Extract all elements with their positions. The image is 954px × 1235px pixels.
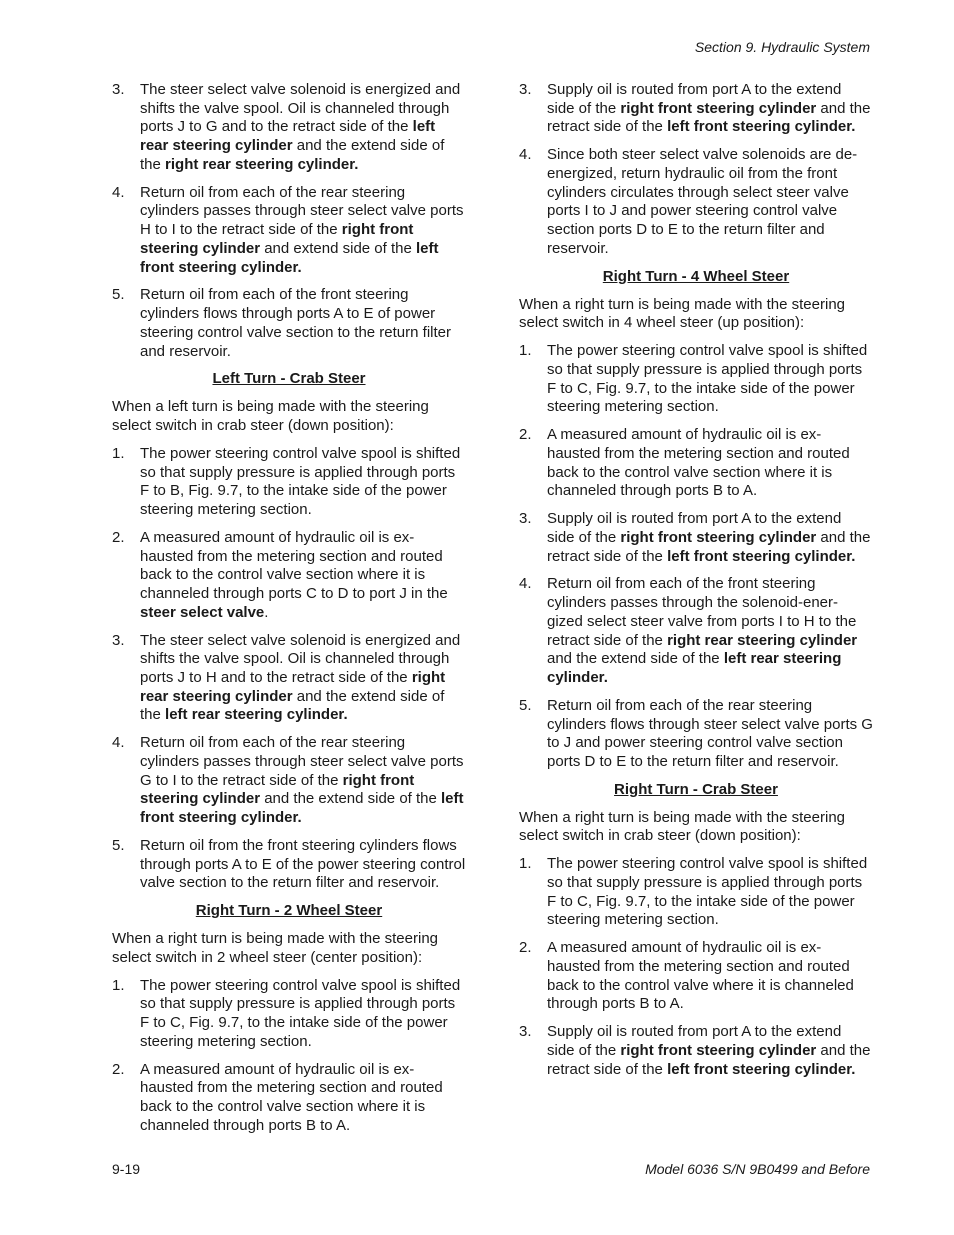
list-item-number: 1. <box>112 444 125 462</box>
list-item-number: 4. <box>519 575 532 593</box>
list-item-number: 3. <box>519 510 532 528</box>
list-item-text: A measured amount of hydraulic oil is ex-hausted from the metering section and routed back to the control valve section where it is channeled through ports B to A. <box>547 426 850 500</box>
list-item-text: A measured amount of hydraulic oil is ex-hausted from the metering section and routed back to the control valve section where it is channeled through ports C to D to port J in the steer select valve. <box>140 528 448 621</box>
list-item-text: Return oil from each of the rear steering cylinders passes through steer select valve ports H to I to the retract side of the right front steering cylinder and extend side of the left front steering cylinder. <box>140 183 464 276</box>
list-item-text: Supply oil is routed from port A to the extend side of the right front steering cylinder and the retract side of the left front steering cylinder. <box>547 510 871 565</box>
list-item-text: The power steering control valve spool is shifted so that supply pressure is applied through ports F to B, Fig. 9.7, to the intake side of the power steering metering section. <box>140 444 461 518</box>
list-item-text: The power steering control valve spool is shifted so that supply pressure is applied through ports F to C, Fig. 9.7, to the intake side of the power steering metering section. <box>547 855 868 929</box>
list-item-number: 1. <box>112 976 125 994</box>
list-item-number: 5. <box>112 837 125 854</box>
list-item-text: Supply oil is routed from port A to the extend side of the right front steering cylinder and the retract side of the left front steering cylinder. <box>547 81 871 136</box>
list-item-text: A measured amount of hydraulic oil is ex-hausted from the metering section and routed back to the control valve where it is channeled through ports B to A. <box>547 939 854 1013</box>
list-item-number: 2. <box>112 528 125 546</box>
list-item-number: 2. <box>112 1060 125 1078</box>
section-heading: Right Turn - Crab Steer <box>614 780 778 798</box>
list-item-number: 1. <box>519 342 532 360</box>
list-item <box>112 286 466 361</box>
list-item-text: Return oil from each of the rear steering cylinders passes through steer select valve ports G to I to the retract side of the right front steering cylinder and the extend side of the left front steering cylinder. <box>140 734 464 827</box>
list-item-text: Return oil from the front steering cylinders flows through ports A to E of the power steering control valve section to the return filter and reservoir. <box>140 837 466 892</box>
list-item <box>112 81 466 175</box>
list-item <box>112 632 466 726</box>
list-item-text: Return oil from each of the front steering cylinders passes through the solenoid-ener-gized select steer valve from ports I to H to the retract side of the right rear steering cylinder and the extend side of the left rear steering cylinder. <box>547 575 858 686</box>
list-item <box>519 575 873 687</box>
list-item-number: 1. <box>519 855 532 873</box>
section-heading: Right Turn - 2 Wheel Steer <box>195 902 383 920</box>
list-item-text: A measured amount of hydraulic oil is ex-hausted from the metering section and routed back to the control valve section where it is channeled through ports B to A. <box>140 1060 443 1134</box>
paragraph: When a right turn is being made with the steering select switch in 2 wheel steer (center position): <box>112 930 439 966</box>
list-item <box>112 529 466 623</box>
model-footer: Model 6036 S/N 9B0499 and Before <box>645 1161 870 1177</box>
list-item-text: Return oil from each of the rear steering cylinders flows through steer select valve ports G to J and power steering control valve section ports D to E to the return filter and reservoir. <box>547 696 873 770</box>
list-item <box>519 146 873 258</box>
section-header: Section 9. Hydraulic System <box>694 39 870 55</box>
list-item-text: The steer select valve solenoid is energized and shifts the valve spool. Oil is channeled through ports J to G and to the retract side of the left rear steering cylinder and the extend side of the right rear steering cylinder. <box>140 81 461 173</box>
list-item-text: The power steering control valve spool is shifted so that supply pressure is applied through ports F to C, Fig. 9.7, to the intake side of the power steering metering section. <box>140 976 461 1050</box>
list-item-text: Return oil from each of the front steering cylinders flows through ports A to E of power steering control valve section to the return filter and reservoir. <box>140 286 451 360</box>
list-item-number: 4. <box>112 734 125 752</box>
list-item <box>519 939 873 1014</box>
paragraph: When a right turn is being made with the steering select switch in crab steer (down position): <box>519 808 846 845</box>
list-item-number: 3. <box>112 81 125 98</box>
section-heading: Left Turn - Crab Steer <box>212 370 366 388</box>
list-item <box>519 855 873 930</box>
section-heading: Right Turn - 4 Wheel Steer <box>602 267 790 285</box>
list-item-text: Since both steer select valve solenoids are de-energized, return hydraulic oil from the front cylinders circulates through select steer valve ports I to J and power steering control valve section ports D to E to the return filter and reservoir. <box>547 146 858 257</box>
list-item-number: 3. <box>519 81 532 98</box>
left-column <box>112 81 466 1145</box>
list-item-text: The steer select valve solenoid is energized and shifts the valve spool. Oil is channeled through ports J to H and to the retract side of the right rear steering cylinder and the extend side of the left rear steering cylinder. <box>140 631 461 724</box>
list-item <box>519 1023 873 1079</box>
list-item <box>112 734 466 828</box>
list-item-number: 3. <box>519 1023 532 1041</box>
list-item-number: 5. <box>112 286 125 304</box>
paragraph: When a right turn is being made with the steering select switch in 4 wheel steer (up position): <box>519 295 846 332</box>
list-item-number: 3. <box>112 631 125 649</box>
list-item <box>112 1061 466 1136</box>
list-item-number: 2. <box>519 426 532 444</box>
list-item <box>519 81 873 137</box>
list-item <box>112 184 466 278</box>
list-item-number: 4. <box>112 183 125 201</box>
list-item-number: 2. <box>519 939 532 957</box>
list-item <box>112 977 466 1052</box>
list-item-number: 4. <box>519 146 532 164</box>
list-item <box>112 445 466 520</box>
right-column <box>519 81 873 1089</box>
list-item <box>519 510 873 566</box>
page-number: 9-19 <box>112 1161 141 1177</box>
list-item <box>519 697 873 772</box>
list-item-text: Supply oil is routed from port A to the extend side of the right front steering cylinder and the retract side of the left front steering cylinder. <box>547 1023 871 1078</box>
list-item-text: The power steering control valve spool is shifted so that supply pressure is applied through ports F to C, Fig. 9.7, to the intake side of the power steering metering section. <box>547 342 868 416</box>
paragraph: When a left turn is being made with the steering select switch in crab steer (down position): <box>112 398 429 434</box>
list-item-number: 5. <box>519 696 532 714</box>
list-item <box>112 837 466 893</box>
list-item <box>519 426 873 501</box>
list-item <box>519 342 873 417</box>
